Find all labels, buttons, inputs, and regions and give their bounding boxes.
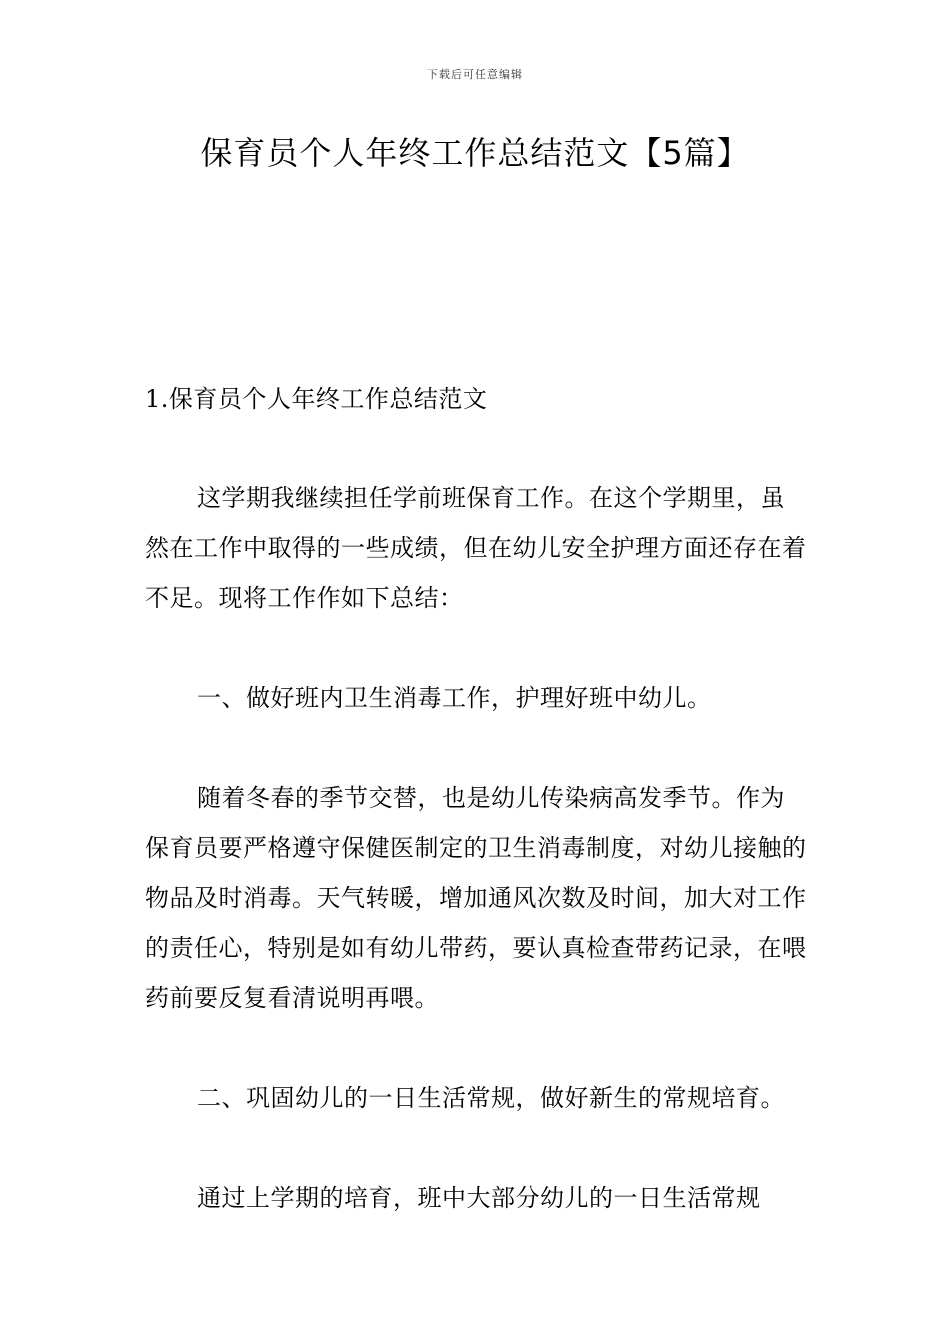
paragraph-routine: 通过上学期的培育，班中大部分幼儿的一日生活常规 (197, 1184, 761, 1212)
paragraph-hygiene: 随着冬春的季节交替，也是幼儿传染病高发季节。作为保育员要严格遵守保健医制定的卫生消毒制度，对幼儿接触的物品及时消毒。天气转暖，增加通风次数及时间，加大对工作的责任心，特别是如有幼儿带药，要认真检查带药记录，在喂药前要反复看清说明再喂。 (145, 784, 807, 1012)
section-heading: 1.保育员个人年终工作总结范文 (145, 385, 488, 413)
header-note: 下载后可任意编辑 (427, 68, 523, 81)
subheading-two: 二、巩固幼儿的一日生活常规，做好新生的常规培育。 (197, 1084, 785, 1112)
paragraph-intro: 这学期我继续担任学前班保育工作。在这个学期里，虽然在工作中取得的一些成绩，但在幼儿安全护理方面还存在着不足。现将工作作如下总结： (145, 484, 807, 612)
subheading-one: 一、做好班内卫生消毒工作，护理好班中幼儿。 (197, 684, 712, 712)
document-title: 保育员个人年终工作总结范文【5篇】 (200, 134, 750, 172)
